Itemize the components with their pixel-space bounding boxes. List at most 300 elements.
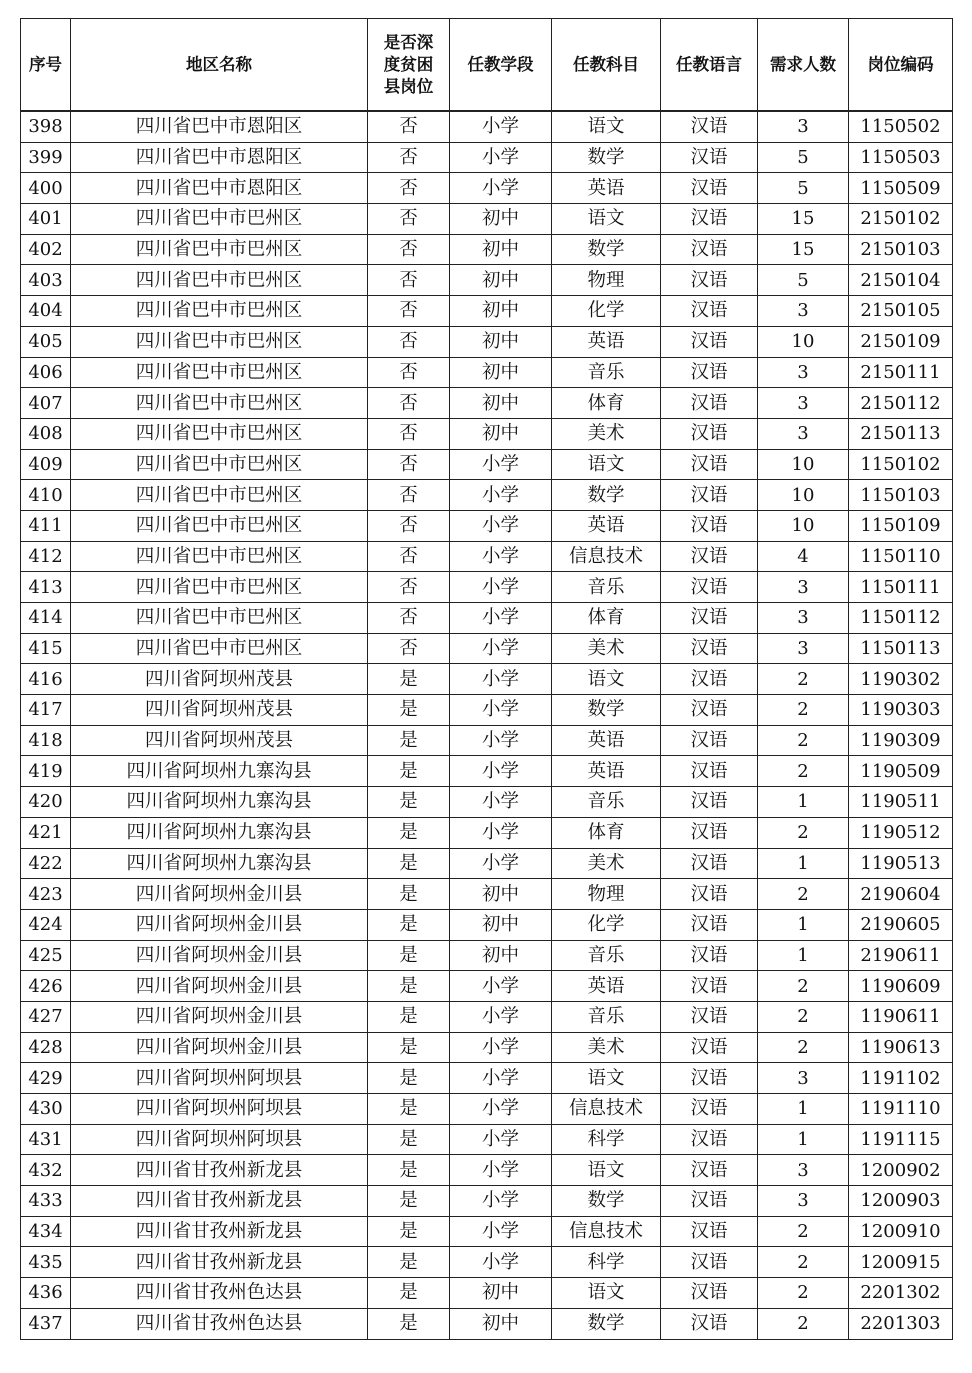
region-cell: 四川省巴中市巴州区 bbox=[71, 204, 368, 235]
count-cell: 2 bbox=[758, 1032, 849, 1063]
index-cell: 417 bbox=[21, 695, 71, 726]
poverty-cell: 是 bbox=[368, 848, 450, 879]
stage-cell: 初中 bbox=[450, 1278, 552, 1309]
table-row bbox=[21, 695, 953, 726]
language-cell: 汉语 bbox=[661, 603, 758, 634]
table-row bbox=[21, 418, 953, 449]
index-cell: 398 bbox=[21, 111, 71, 142]
subject-cell: 物理 bbox=[552, 879, 661, 910]
code-cell: 1190512 bbox=[849, 817, 953, 848]
table-row bbox=[21, 572, 953, 603]
code-cell: 1190609 bbox=[849, 971, 953, 1002]
poverty-cell: 是 bbox=[368, 1001, 450, 1032]
subject-cell: 语文 bbox=[552, 1063, 661, 1094]
count-cell: 1 bbox=[758, 940, 849, 971]
poverty-cell: 否 bbox=[368, 357, 450, 388]
code-cell: 1190513 bbox=[849, 848, 953, 879]
poverty-cell: 否 bbox=[368, 265, 450, 296]
count-cell: 3 bbox=[758, 1155, 849, 1186]
language-cell: 汉语 bbox=[661, 1032, 758, 1063]
region-cell: 四川省巴中市巴州区 bbox=[71, 234, 368, 265]
count-cell: 15 bbox=[758, 234, 849, 265]
count-cell: 2 bbox=[758, 971, 849, 1002]
index-cell: 426 bbox=[21, 971, 71, 1002]
language-cell: 汉语 bbox=[661, 357, 758, 388]
table-row bbox=[21, 787, 953, 818]
table-row bbox=[21, 756, 953, 787]
code-cell: 1150113 bbox=[849, 633, 953, 664]
subject-cell: 语文 bbox=[552, 1155, 661, 1186]
code-cell: 1150109 bbox=[849, 510, 953, 541]
language-cell: 汉语 bbox=[661, 296, 758, 327]
region-cell: 四川省阿坝州金川县 bbox=[71, 940, 368, 971]
region-cell: 四川省阿坝州金川县 bbox=[71, 1001, 368, 1032]
stage-cell: 小学 bbox=[450, 633, 552, 664]
subject-cell: 英语 bbox=[552, 326, 661, 357]
subject-cell: 信息技术 bbox=[552, 1216, 661, 1247]
code-cell: 2190605 bbox=[849, 909, 953, 940]
language-cell: 汉语 bbox=[661, 265, 758, 296]
subject-cell: 科学 bbox=[552, 1124, 661, 1155]
language-cell: 汉语 bbox=[661, 173, 758, 204]
code-cell: 2190604 bbox=[849, 879, 953, 910]
poverty-cell: 否 bbox=[368, 204, 450, 235]
count-cell: 4 bbox=[758, 541, 849, 572]
index-cell: 412 bbox=[21, 541, 71, 572]
subject-cell: 信息技术 bbox=[552, 541, 661, 572]
language-cell: 汉语 bbox=[661, 1278, 758, 1309]
poverty-cell: 否 bbox=[368, 418, 450, 449]
code-cell: 2150113 bbox=[849, 418, 953, 449]
count-cell: 10 bbox=[758, 326, 849, 357]
table-row bbox=[21, 1001, 953, 1032]
poverty-cell: 否 bbox=[368, 111, 450, 142]
subject-cell: 数学 bbox=[552, 1186, 661, 1217]
language-cell: 汉语 bbox=[661, 756, 758, 787]
table-row bbox=[21, 1155, 953, 1186]
language-cell: 汉语 bbox=[661, 111, 758, 142]
poverty-cell: 否 bbox=[368, 449, 450, 480]
language-cell: 汉语 bbox=[661, 1155, 758, 1186]
language-cell: 汉语 bbox=[661, 787, 758, 818]
poverty-cell: 否 bbox=[368, 603, 450, 634]
table-row bbox=[21, 603, 953, 634]
language-cell: 汉语 bbox=[661, 1308, 758, 1339]
count-cell: 2 bbox=[758, 756, 849, 787]
index-cell: 404 bbox=[21, 296, 71, 327]
poverty-cell: 是 bbox=[368, 787, 450, 818]
subject-cell: 体育 bbox=[552, 388, 661, 419]
stage-cell: 初中 bbox=[450, 265, 552, 296]
region-cell: 四川省甘孜州色达县 bbox=[71, 1278, 368, 1309]
poverty-cell: 是 bbox=[368, 1063, 450, 1094]
stage-cell: 初中 bbox=[450, 879, 552, 910]
count-cell: 5 bbox=[758, 265, 849, 296]
code-cell: 2201303 bbox=[849, 1308, 953, 1339]
region-cell: 四川省阿坝州金川县 bbox=[71, 1032, 368, 1063]
stage-cell: 初中 bbox=[450, 234, 552, 265]
table-row bbox=[21, 326, 953, 357]
poverty-cell: 是 bbox=[368, 1155, 450, 1186]
subject-cell: 英语 bbox=[552, 173, 661, 204]
language-cell: 汉语 bbox=[661, 879, 758, 910]
table-row bbox=[21, 449, 953, 480]
count-cell: 5 bbox=[758, 142, 849, 173]
count-cell: 1 bbox=[758, 1094, 849, 1125]
region-cell: 四川省阿坝州茂县 bbox=[71, 725, 368, 756]
language-cell: 汉语 bbox=[661, 848, 758, 879]
poverty-cell: 否 bbox=[368, 388, 450, 419]
table-row bbox=[21, 1247, 953, 1278]
count-cell: 3 bbox=[758, 572, 849, 603]
subject-cell: 信息技术 bbox=[552, 1094, 661, 1125]
language-cell: 汉语 bbox=[661, 142, 758, 173]
code-cell: 1150509 bbox=[849, 173, 953, 204]
stage-cell: 小学 bbox=[450, 756, 552, 787]
stage-cell: 初中 bbox=[450, 204, 552, 235]
language-cell: 汉语 bbox=[661, 541, 758, 572]
poverty-cell: 否 bbox=[368, 541, 450, 572]
stage-cell: 小学 bbox=[450, 173, 552, 204]
poverty-cell: 是 bbox=[368, 1278, 450, 1309]
language-cell: 汉语 bbox=[661, 572, 758, 603]
subject-cell: 音乐 bbox=[552, 787, 661, 818]
index-cell: 429 bbox=[21, 1063, 71, 1094]
count-cell: 2 bbox=[758, 1001, 849, 1032]
region-cell: 四川省甘孜州新龙县 bbox=[71, 1247, 368, 1278]
language-cell: 汉语 bbox=[661, 725, 758, 756]
region-cell: 四川省巴中市巴州区 bbox=[71, 541, 368, 572]
table-row bbox=[21, 971, 953, 1002]
stage-cell: 小学 bbox=[450, 1124, 552, 1155]
code-cell: 1190309 bbox=[849, 725, 953, 756]
count-cell: 2 bbox=[758, 1308, 849, 1339]
count-cell: 3 bbox=[758, 603, 849, 634]
index-cell: 407 bbox=[21, 388, 71, 419]
subject-cell: 语文 bbox=[552, 449, 661, 480]
code-cell: 1150102 bbox=[849, 449, 953, 480]
index-cell: 406 bbox=[21, 357, 71, 388]
count-cell: 5 bbox=[758, 173, 849, 204]
count-cell: 2 bbox=[758, 1216, 849, 1247]
stage-cell: 初中 bbox=[450, 357, 552, 388]
table-row bbox=[21, 848, 953, 879]
header-language: 任教语言 bbox=[661, 19, 758, 112]
region-cell: 四川省巴中市巴州区 bbox=[71, 418, 368, 449]
index-cell: 423 bbox=[21, 879, 71, 910]
region-cell: 四川省甘孜州色达县 bbox=[71, 1308, 368, 1339]
header-code: 岗位编码 bbox=[849, 19, 953, 112]
count-cell: 10 bbox=[758, 480, 849, 511]
index-cell: 414 bbox=[21, 603, 71, 634]
language-cell: 汉语 bbox=[661, 1124, 758, 1155]
stage-cell: 小学 bbox=[450, 695, 552, 726]
region-cell: 四川省巴中市巴州区 bbox=[71, 603, 368, 634]
subject-cell: 美术 bbox=[552, 848, 661, 879]
language-cell: 汉语 bbox=[661, 388, 758, 419]
index-cell: 420 bbox=[21, 787, 71, 818]
stage-cell: 初中 bbox=[450, 909, 552, 940]
region-cell: 四川省阿坝州金川县 bbox=[71, 909, 368, 940]
language-cell: 汉语 bbox=[661, 695, 758, 726]
table-row bbox=[21, 541, 953, 572]
table-row bbox=[21, 1094, 953, 1125]
count-cell: 15 bbox=[758, 204, 849, 235]
code-cell: 1150111 bbox=[849, 572, 953, 603]
header-row bbox=[21, 19, 953, 112]
header-subject: 任教科目 bbox=[552, 19, 661, 112]
count-cell: 3 bbox=[758, 633, 849, 664]
stage-cell: 小学 bbox=[450, 449, 552, 480]
code-cell: 1200902 bbox=[849, 1155, 953, 1186]
stage-cell: 小学 bbox=[450, 480, 552, 511]
region-cell: 四川省甘孜州新龙县 bbox=[71, 1216, 368, 1247]
header-region: 地区名称 bbox=[71, 19, 368, 112]
stage-cell: 小学 bbox=[450, 848, 552, 879]
stage-cell: 小学 bbox=[450, 111, 552, 142]
subject-cell: 美术 bbox=[552, 633, 661, 664]
poverty-cell: 是 bbox=[368, 940, 450, 971]
table-row bbox=[21, 480, 953, 511]
table-row bbox=[21, 234, 953, 265]
subject-cell: 美术 bbox=[552, 418, 661, 449]
index-cell: 409 bbox=[21, 449, 71, 480]
poverty-cell: 否 bbox=[368, 326, 450, 357]
subject-cell: 数学 bbox=[552, 695, 661, 726]
count-cell: 3 bbox=[758, 418, 849, 449]
poverty-cell: 否 bbox=[368, 142, 450, 173]
table-row bbox=[21, 111, 953, 142]
region-cell: 四川省阿坝州金川县 bbox=[71, 879, 368, 910]
poverty-cell: 否 bbox=[368, 296, 450, 327]
language-cell: 汉语 bbox=[661, 1186, 758, 1217]
table-row bbox=[21, 664, 953, 695]
language-cell: 汉语 bbox=[661, 418, 758, 449]
stage-cell: 小学 bbox=[450, 1247, 552, 1278]
stage-cell: 小学 bbox=[450, 603, 552, 634]
subject-cell: 数学 bbox=[552, 1308, 661, 1339]
table-row bbox=[21, 1278, 953, 1309]
count-cell: 3 bbox=[758, 388, 849, 419]
subject-cell: 英语 bbox=[552, 971, 661, 1002]
count-cell: 2 bbox=[758, 817, 849, 848]
region-cell: 四川省巴中市巴州区 bbox=[71, 480, 368, 511]
poverty-cell: 是 bbox=[368, 1186, 450, 1217]
poverty-cell: 是 bbox=[368, 909, 450, 940]
header-stage: 任教学段 bbox=[450, 19, 552, 112]
code-cell: 1190302 bbox=[849, 664, 953, 695]
table-row bbox=[21, 1032, 953, 1063]
region-cell: 四川省巴中市巴州区 bbox=[71, 265, 368, 296]
region-cell: 四川省巴中市恩阳区 bbox=[71, 142, 368, 173]
region-cell: 四川省阿坝州九寨沟县 bbox=[71, 848, 368, 879]
index-cell: 421 bbox=[21, 817, 71, 848]
region-cell: 四川省巴中市巴州区 bbox=[71, 633, 368, 664]
index-cell: 418 bbox=[21, 725, 71, 756]
index-cell: 427 bbox=[21, 1001, 71, 1032]
code-cell: 1190511 bbox=[849, 787, 953, 818]
code-cell: 1150112 bbox=[849, 603, 953, 634]
region-cell: 四川省阿坝州阿坝县 bbox=[71, 1094, 368, 1125]
language-cell: 汉语 bbox=[661, 971, 758, 1002]
code-cell: 2150109 bbox=[849, 326, 953, 357]
table-row bbox=[21, 204, 953, 235]
stage-cell: 小学 bbox=[450, 787, 552, 818]
index-cell: 428 bbox=[21, 1032, 71, 1063]
index-cell: 416 bbox=[21, 664, 71, 695]
subject-cell: 美术 bbox=[552, 1032, 661, 1063]
code-cell: 1200915 bbox=[849, 1247, 953, 1278]
subject-cell: 化学 bbox=[552, 909, 661, 940]
stage-cell: 初中 bbox=[450, 296, 552, 327]
subject-cell: 科学 bbox=[552, 1247, 661, 1278]
subject-cell: 体育 bbox=[552, 603, 661, 634]
header-index: 序号 bbox=[21, 19, 71, 112]
subject-cell: 数学 bbox=[552, 234, 661, 265]
code-cell: 1150110 bbox=[849, 541, 953, 572]
poverty-cell: 否 bbox=[368, 572, 450, 603]
region-cell: 四川省阿坝州茂县 bbox=[71, 664, 368, 695]
code-cell: 1150103 bbox=[849, 480, 953, 511]
table-body bbox=[21, 111, 953, 1339]
table-row bbox=[21, 265, 953, 296]
stage-cell: 初中 bbox=[450, 940, 552, 971]
poverty-cell: 是 bbox=[368, 817, 450, 848]
language-cell: 汉语 bbox=[661, 1001, 758, 1032]
count-cell: 3 bbox=[758, 1063, 849, 1094]
count-cell: 1 bbox=[758, 848, 849, 879]
region-cell: 四川省阿坝州金川县 bbox=[71, 971, 368, 1002]
region-cell: 四川省阿坝州九寨沟县 bbox=[71, 787, 368, 818]
code-cell: 1191102 bbox=[849, 1063, 953, 1094]
stage-cell: 初中 bbox=[450, 418, 552, 449]
index-cell: 400 bbox=[21, 173, 71, 204]
region-cell: 四川省甘孜州新龙县 bbox=[71, 1155, 368, 1186]
table-row bbox=[21, 357, 953, 388]
table-row bbox=[21, 1308, 953, 1339]
stage-cell: 小学 bbox=[450, 1094, 552, 1125]
region-cell: 四川省巴中市巴州区 bbox=[71, 357, 368, 388]
region-cell: 四川省阿坝州茂县 bbox=[71, 695, 368, 726]
language-cell: 汉语 bbox=[661, 1247, 758, 1278]
teacher-positions-table bbox=[20, 18, 953, 1340]
poverty-cell: 是 bbox=[368, 1124, 450, 1155]
code-cell: 2150105 bbox=[849, 296, 953, 327]
header-poverty-line-3: 县岗位 bbox=[383, 76, 434, 96]
index-cell: 431 bbox=[21, 1124, 71, 1155]
poverty-cell: 否 bbox=[368, 633, 450, 664]
index-cell: 415 bbox=[21, 633, 71, 664]
poverty-cell: 否 bbox=[368, 480, 450, 511]
count-cell: 1 bbox=[758, 909, 849, 940]
code-cell: 2150102 bbox=[849, 204, 953, 235]
region-cell: 四川省巴中市巴州区 bbox=[71, 388, 368, 419]
table-row bbox=[21, 1186, 953, 1217]
region-cell: 四川省阿坝州九寨沟县 bbox=[71, 756, 368, 787]
code-cell: 1191110 bbox=[849, 1094, 953, 1125]
code-cell: 1200903 bbox=[849, 1186, 953, 1217]
language-cell: 汉语 bbox=[661, 449, 758, 480]
region-cell: 四川省巴中市巴州区 bbox=[71, 296, 368, 327]
table-row bbox=[21, 1063, 953, 1094]
index-cell: 403 bbox=[21, 265, 71, 296]
table-row bbox=[21, 142, 953, 173]
index-cell: 436 bbox=[21, 1278, 71, 1309]
stage-cell: 小学 bbox=[450, 1186, 552, 1217]
poverty-cell: 是 bbox=[368, 664, 450, 695]
table-row bbox=[21, 1124, 953, 1155]
count-cell: 1 bbox=[758, 1124, 849, 1155]
count-cell: 2 bbox=[758, 879, 849, 910]
subject-cell: 化学 bbox=[552, 296, 661, 327]
stage-cell: 小学 bbox=[450, 572, 552, 603]
subject-cell: 语文 bbox=[552, 1278, 661, 1309]
index-cell: 437 bbox=[21, 1308, 71, 1339]
index-cell: 401 bbox=[21, 204, 71, 235]
region-cell: 四川省巴中市恩阳区 bbox=[71, 173, 368, 204]
index-cell: 411 bbox=[21, 510, 71, 541]
region-cell: 四川省巴中市巴州区 bbox=[71, 510, 368, 541]
code-cell: 2190611 bbox=[849, 940, 953, 971]
poverty-cell: 是 bbox=[368, 1308, 450, 1339]
header-poverty-county bbox=[368, 19, 450, 112]
code-cell: 1150503 bbox=[849, 142, 953, 173]
language-cell: 汉语 bbox=[661, 204, 758, 235]
stage-cell: 小学 bbox=[450, 817, 552, 848]
table-row bbox=[21, 879, 953, 910]
table-row bbox=[21, 940, 953, 971]
index-cell: 433 bbox=[21, 1186, 71, 1217]
code-cell: 1150502 bbox=[849, 111, 953, 142]
region-cell: 四川省阿坝州九寨沟县 bbox=[71, 817, 368, 848]
code-cell: 1190613 bbox=[849, 1032, 953, 1063]
stage-cell: 小学 bbox=[450, 1032, 552, 1063]
region-cell: 四川省巴中市巴州区 bbox=[71, 326, 368, 357]
code-cell: 2150112 bbox=[849, 388, 953, 419]
stage-cell: 小学 bbox=[450, 142, 552, 173]
code-cell: 2150103 bbox=[849, 234, 953, 265]
subject-cell: 音乐 bbox=[552, 1001, 661, 1032]
subject-cell: 物理 bbox=[552, 265, 661, 296]
stage-cell: 初中 bbox=[450, 326, 552, 357]
index-cell: 399 bbox=[21, 142, 71, 173]
table-row bbox=[21, 296, 953, 327]
region-cell: 四川省阿坝州阿坝县 bbox=[71, 1063, 368, 1094]
index-cell: 405 bbox=[21, 326, 71, 357]
language-cell: 汉语 bbox=[661, 510, 758, 541]
poverty-cell: 是 bbox=[368, 1032, 450, 1063]
subject-cell: 英语 bbox=[552, 756, 661, 787]
index-cell: 410 bbox=[21, 480, 71, 511]
index-cell: 408 bbox=[21, 418, 71, 449]
subject-cell: 音乐 bbox=[552, 357, 661, 388]
language-cell: 汉语 bbox=[661, 1094, 758, 1125]
language-cell: 汉语 bbox=[661, 1063, 758, 1094]
stage-cell: 小学 bbox=[450, 510, 552, 541]
stage-cell: 小学 bbox=[450, 1001, 552, 1032]
index-cell: 432 bbox=[21, 1155, 71, 1186]
table-row bbox=[21, 388, 953, 419]
code-cell: 1190509 bbox=[849, 756, 953, 787]
poverty-cell: 是 bbox=[368, 725, 450, 756]
region-cell: 四川省阿坝州阿坝县 bbox=[71, 1124, 368, 1155]
poverty-cell: 是 bbox=[368, 695, 450, 726]
index-cell: 430 bbox=[21, 1094, 71, 1125]
language-cell: 汉语 bbox=[661, 326, 758, 357]
language-cell: 汉语 bbox=[661, 817, 758, 848]
table-row bbox=[21, 510, 953, 541]
code-cell: 1190611 bbox=[849, 1001, 953, 1032]
